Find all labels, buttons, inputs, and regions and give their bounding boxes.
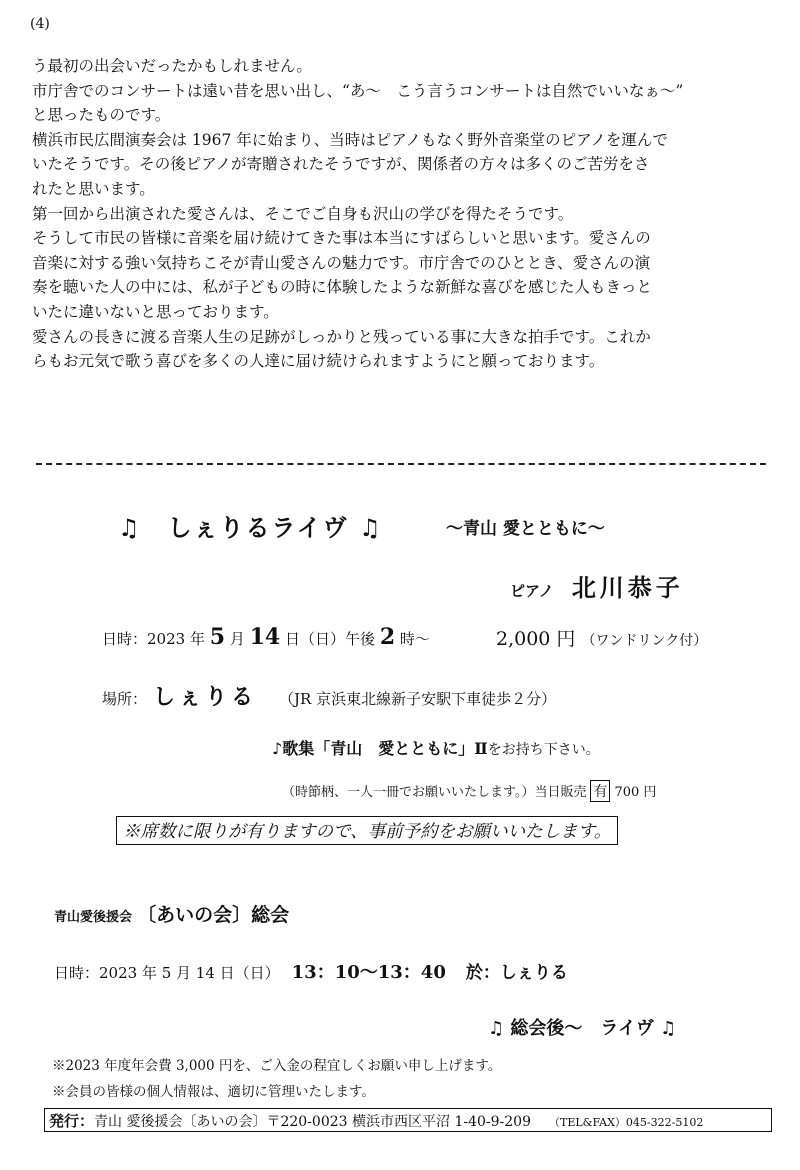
- body-line: 市庁舎でのコンサートは遠い昔を思い出し、“あ～ こう言うコンサートは自然でいいなぁ～”: [32, 81, 684, 100]
- body-line: 愛さんの長きに渡る音楽人生の足跡がしっかりと残っている事に大きな拍手です。これか: [32, 327, 651, 346]
- live-place: [102, 680, 556, 711]
- publisher-address: 青山 愛後援会〔あいの会〕〒220-0023 横浜市西区平沼 1-40-9-209: [94, 1114, 531, 1130]
- body-line: 横浜市民広間演奏会は 1967 年に始まり、当時はピアノもなく野外音楽堂のピアノを運んで: [32, 130, 668, 149]
- songbook-tail: をお持ち下さい。: [487, 742, 600, 758]
- pianist-line: [510, 568, 684, 603]
- songbook-title: ♪歌集「青山 愛とともに」Ⅱ: [272, 739, 488, 758]
- price-value: 2,000 円: [496, 628, 576, 650]
- note-text: （時節柄、一人一冊でお願いいたします。）当日販売: [282, 785, 587, 800]
- publisher-label: 発行：: [49, 1112, 95, 1130]
- songbook-note: [282, 780, 656, 802]
- footnote-fee: ※2023 年度年会費 3,000 円を、ご入金の程宜しくお願い申し上げます。: [52, 1058, 502, 1074]
- hour-unit: 時～: [399, 630, 430, 648]
- general-meeting-datetime: [54, 958, 568, 984]
- general-meeting-title: [54, 900, 289, 927]
- body-line: う最初の出会いだったかもしれません。: [32, 57, 312, 75]
- live-day: 14: [249, 624, 281, 650]
- availability-box: 有: [590, 780, 610, 802]
- body-line: いたに違いないと思っております。: [32, 302, 279, 321]
- note-price: 700 円: [614, 785, 657, 800]
- body-line: 第一回から出演された愛さんは、そこでご自身も沢山の学びを得たそうです。: [32, 204, 574, 223]
- body-line: らもお元気で歌う喜びを多くの人達に届け続けられますようにと願っております。: [32, 352, 605, 371]
- live-title: ♫ しぇりるライヴ ♫: [118, 513, 383, 542]
- meeting-date: 日時：2023 年 5 月 14 日（日）: [54, 964, 280, 982]
- body-line: 奏を聴いた人の中には、私が子どもの時に体験したような新鮮な喜びを感じた人もきっと: [32, 278, 653, 297]
- reservation-notice: ※席数に限りが有りますので、事前予約をお願いいたします。: [116, 816, 618, 845]
- month-unit: 月: [229, 630, 245, 648]
- live-price: [496, 624, 707, 651]
- publisher-tel: （TEL&FAX）045-322-5102: [549, 1116, 704, 1129]
- venue-access: （JR 京浜東北線新子安駅下車徒歩２分）: [279, 690, 557, 708]
- songbook-line: [272, 736, 600, 759]
- day-unit: 日（日）午後: [285, 630, 376, 648]
- place-label: 場所：: [102, 690, 148, 708]
- body-line: いたそうです。その後ピアノが寄贈されたそうですが、関係者の方々は多くのご苦労をさ: [32, 155, 650, 174]
- body-line: れたと思います。: [32, 179, 155, 198]
- date-label: 日時：2023 年: [102, 630, 205, 648]
- live-month: 5: [209, 624, 226, 650]
- footnote-privacy: ※会員の皆様の個人情報は、適切に管理いたします。: [52, 1084, 375, 1100]
- piano-label: ピアノ: [510, 582, 554, 600]
- body-line: そうして市民の皆様に音楽を届け続けてきた事は本当にすばらしいと思います。愛さんの: [32, 229, 651, 248]
- after-meeting-live: ♫ 総会後～ ライヴ ♫: [488, 1018, 677, 1039]
- venue-name: しぇりる: [153, 684, 258, 710]
- meeting-title: 〔あいの会〕総会: [137, 904, 290, 926]
- price-note: （ワンドリンク付）: [581, 633, 708, 649]
- live-hour: 2: [379, 624, 396, 650]
- meeting-venue: 於：しぇりる: [465, 963, 568, 983]
- body-line: 音楽に対する強い気持ちこそが青山愛さんの魅力です。市庁舎でのひととき、愛さんの演: [32, 253, 651, 272]
- meeting-time: 13：10～13：40: [291, 962, 446, 983]
- body-line: と思ったものです。: [32, 106, 171, 125]
- body-paragraph: [32, 54, 772, 374]
- page-number: (4): [30, 16, 50, 32]
- section-divider: [36, 463, 766, 465]
- live-datetime: [102, 624, 430, 650]
- organization-name: 青山愛後援会: [54, 910, 133, 925]
- pianist-name: 北川恭子: [571, 573, 684, 602]
- live-subtitle: ～青山 愛とともに～: [446, 519, 605, 539]
- publisher-box: [44, 1108, 772, 1132]
